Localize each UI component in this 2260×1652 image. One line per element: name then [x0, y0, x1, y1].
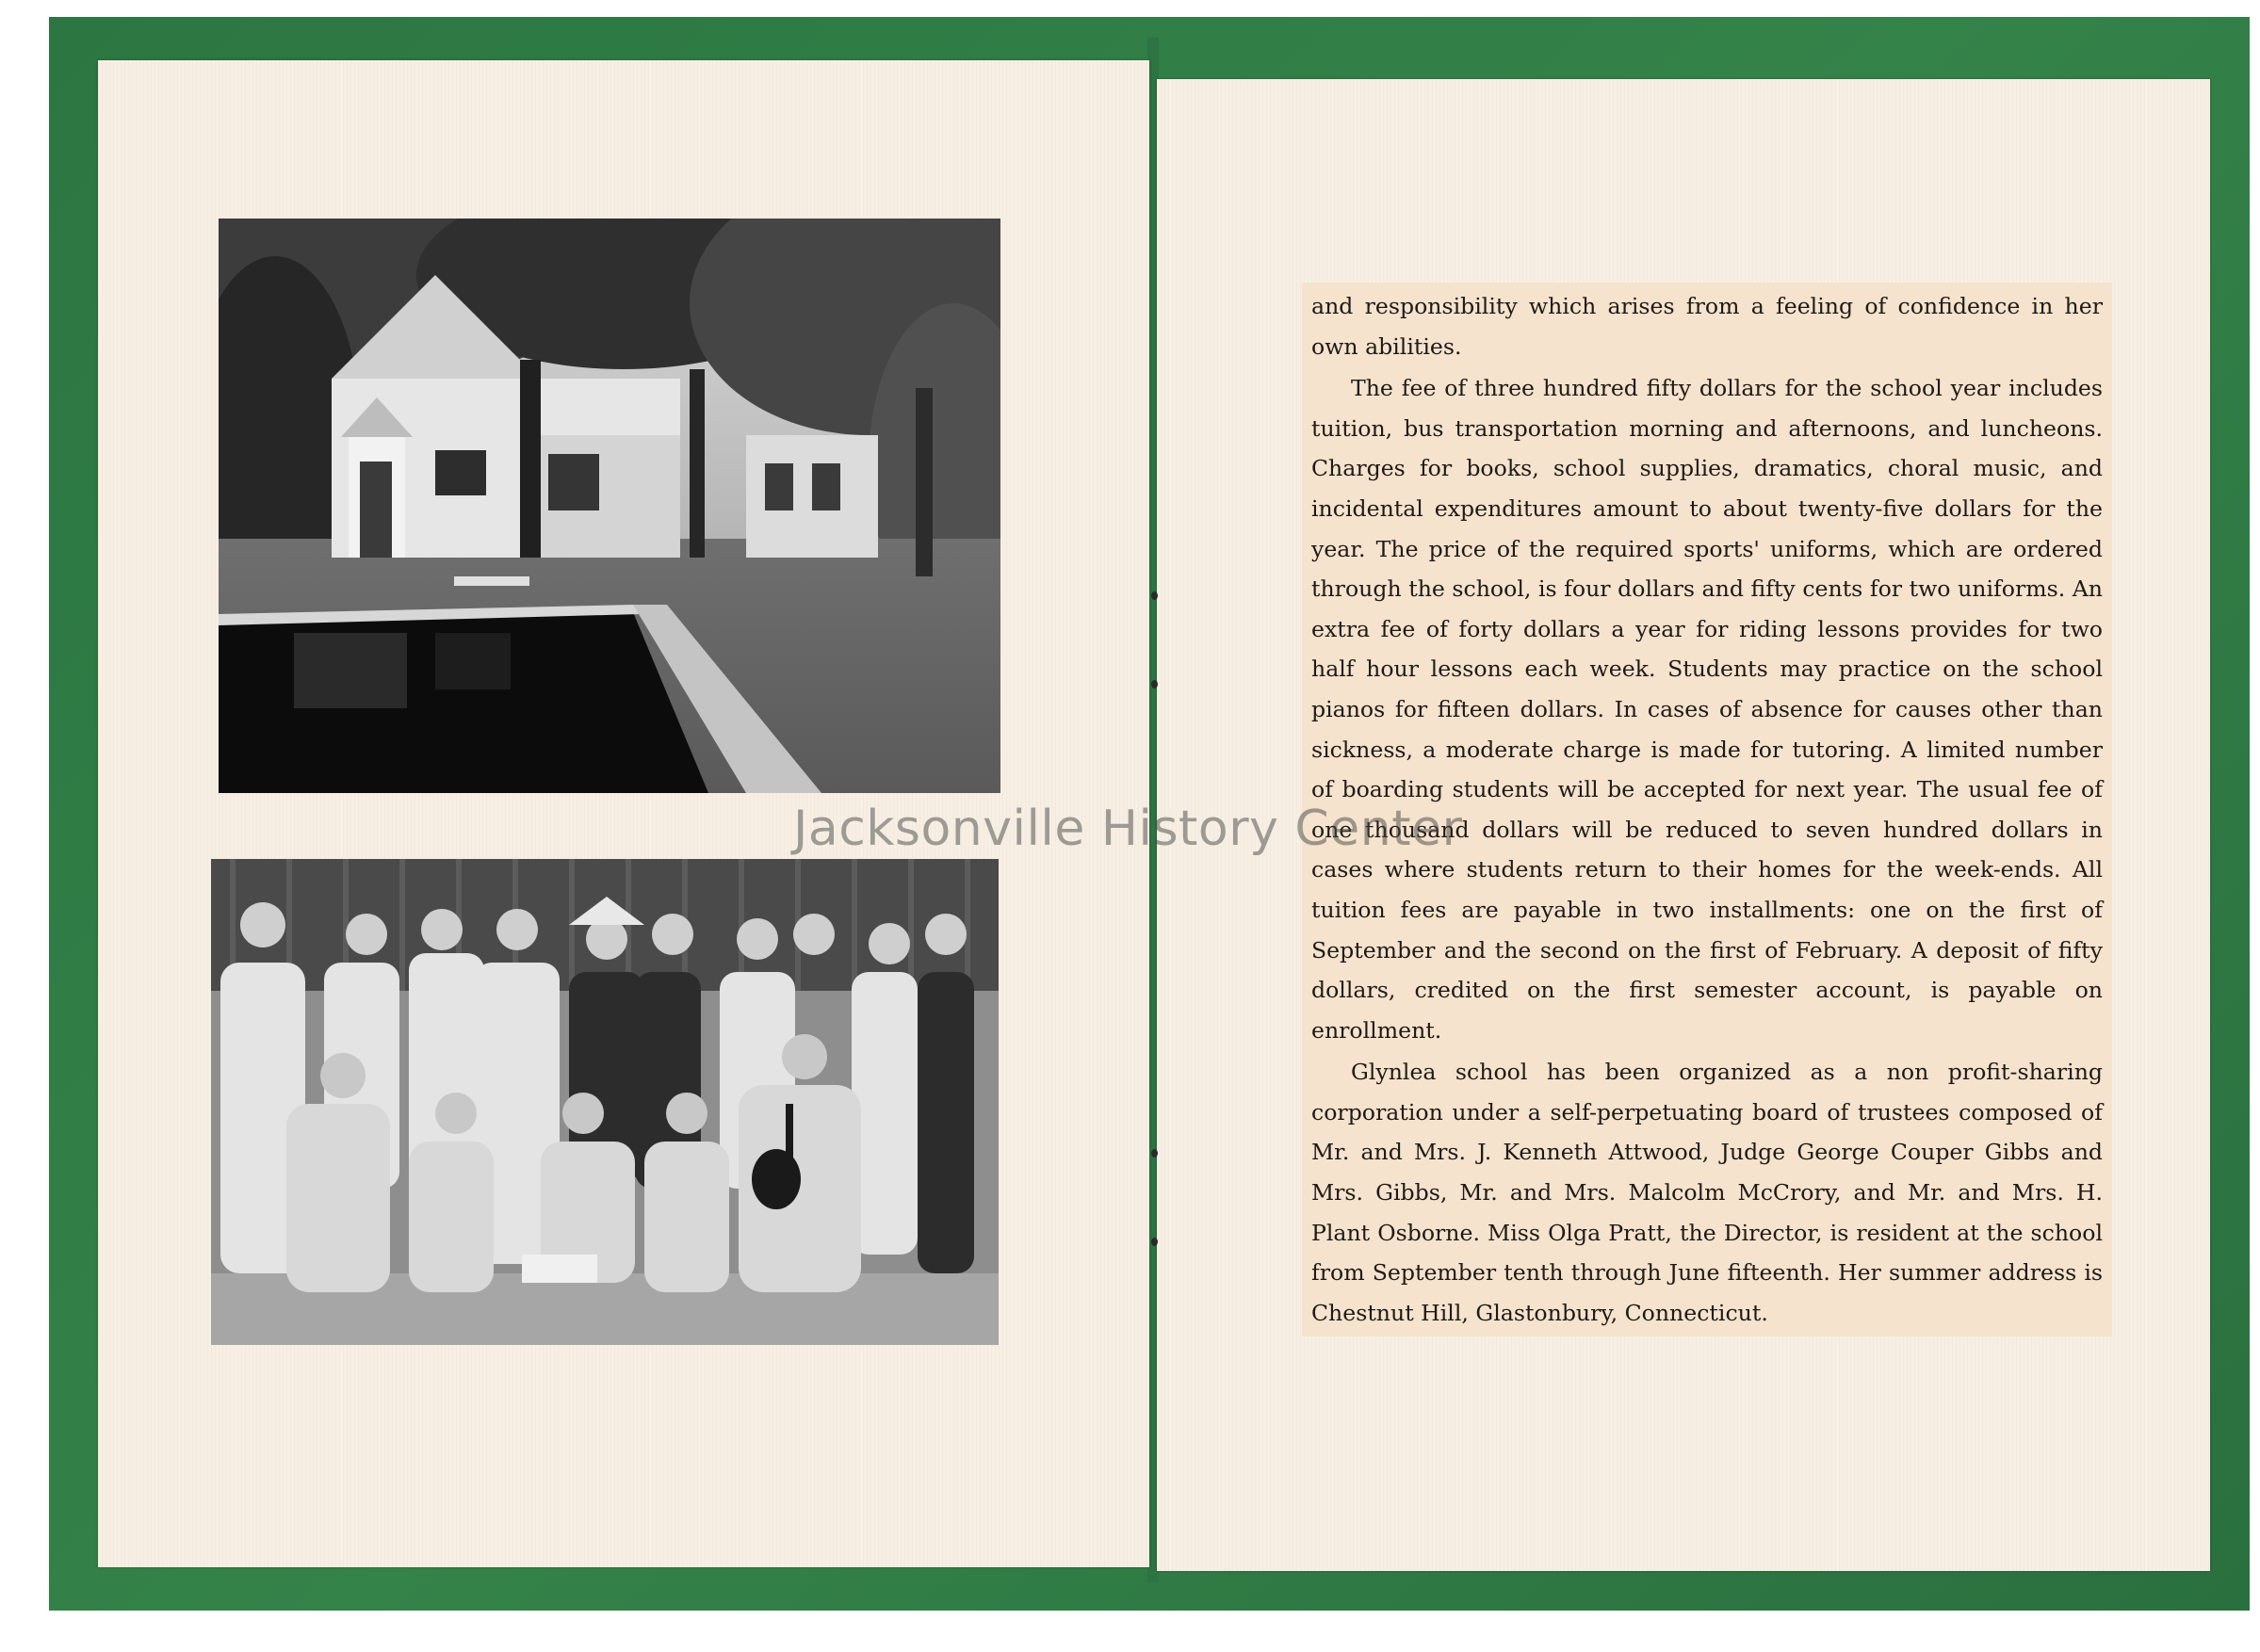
paragraph-continuation: and responsibility which arises from a feeling of confidence in her own abilities. — [1311, 293, 2103, 360]
paragraph-organization: Glynlea school has been organized as a non profit-sharing corporation under a self-perpetuating board of trustees composed of Mr. and Mrs. J. Kenneth Attwood, Judge George Couper Gibbs and Mrs. Gibbs, Mr. and Mrs. Malcolm McCrory, and Mr. and Mrs. H. Plant Osborne. Miss Olga Pratt, the Director, is resident at the school from September tenth through June fifteenth. Her summer address is Chestnut Hill, Glastonbury, Connecticut. — [1311, 1059, 2103, 1326]
photo-costumed-group — [211, 859, 999, 1345]
binding-hole — [1151, 591, 1158, 600]
group-photo-image — [211, 859, 999, 1345]
house-photo-image — [219, 219, 1000, 793]
binding-hole — [1151, 1149, 1158, 1158]
photo-house-and-pool — [219, 219, 1000, 793]
binding-hole — [1151, 1238, 1158, 1246]
watermark-text: Jacksonville History Center — [793, 801, 1463, 857]
paragraph-fees: The fee of three hundred fifty dollars for the school year includes tuition, bus transportation morning and afternoons, and luncheons. Charges for books, school supplies, dramatics, choral music, and incidental expenditures amount to about twenty-five dollars for the year. The price of the required sports' uniforms, which are ordered through the school, is four dollars and fifty cents for two uniforms. An extra fee of forty dollars a year for riding lessons provides for two half hour lessons each week. Students may practice on the school pianos for fifteen dollars. In cases of absence for causes other than sickness, a moderate charge is made for tutoring. A limited number of boarding students will be accepted for next year. The usual fee of one thousand dollars will be reduced to seven hundred dollars in cases where students return to their homes for the week-ends. All tuition fees are payable in two installments: one on the first of September and the second on the first of February. A deposit of fifty dollars, credited on the first semester account, is payable on enrollment. — [1311, 375, 2103, 1044]
binding-hole — [1151, 680, 1158, 688]
